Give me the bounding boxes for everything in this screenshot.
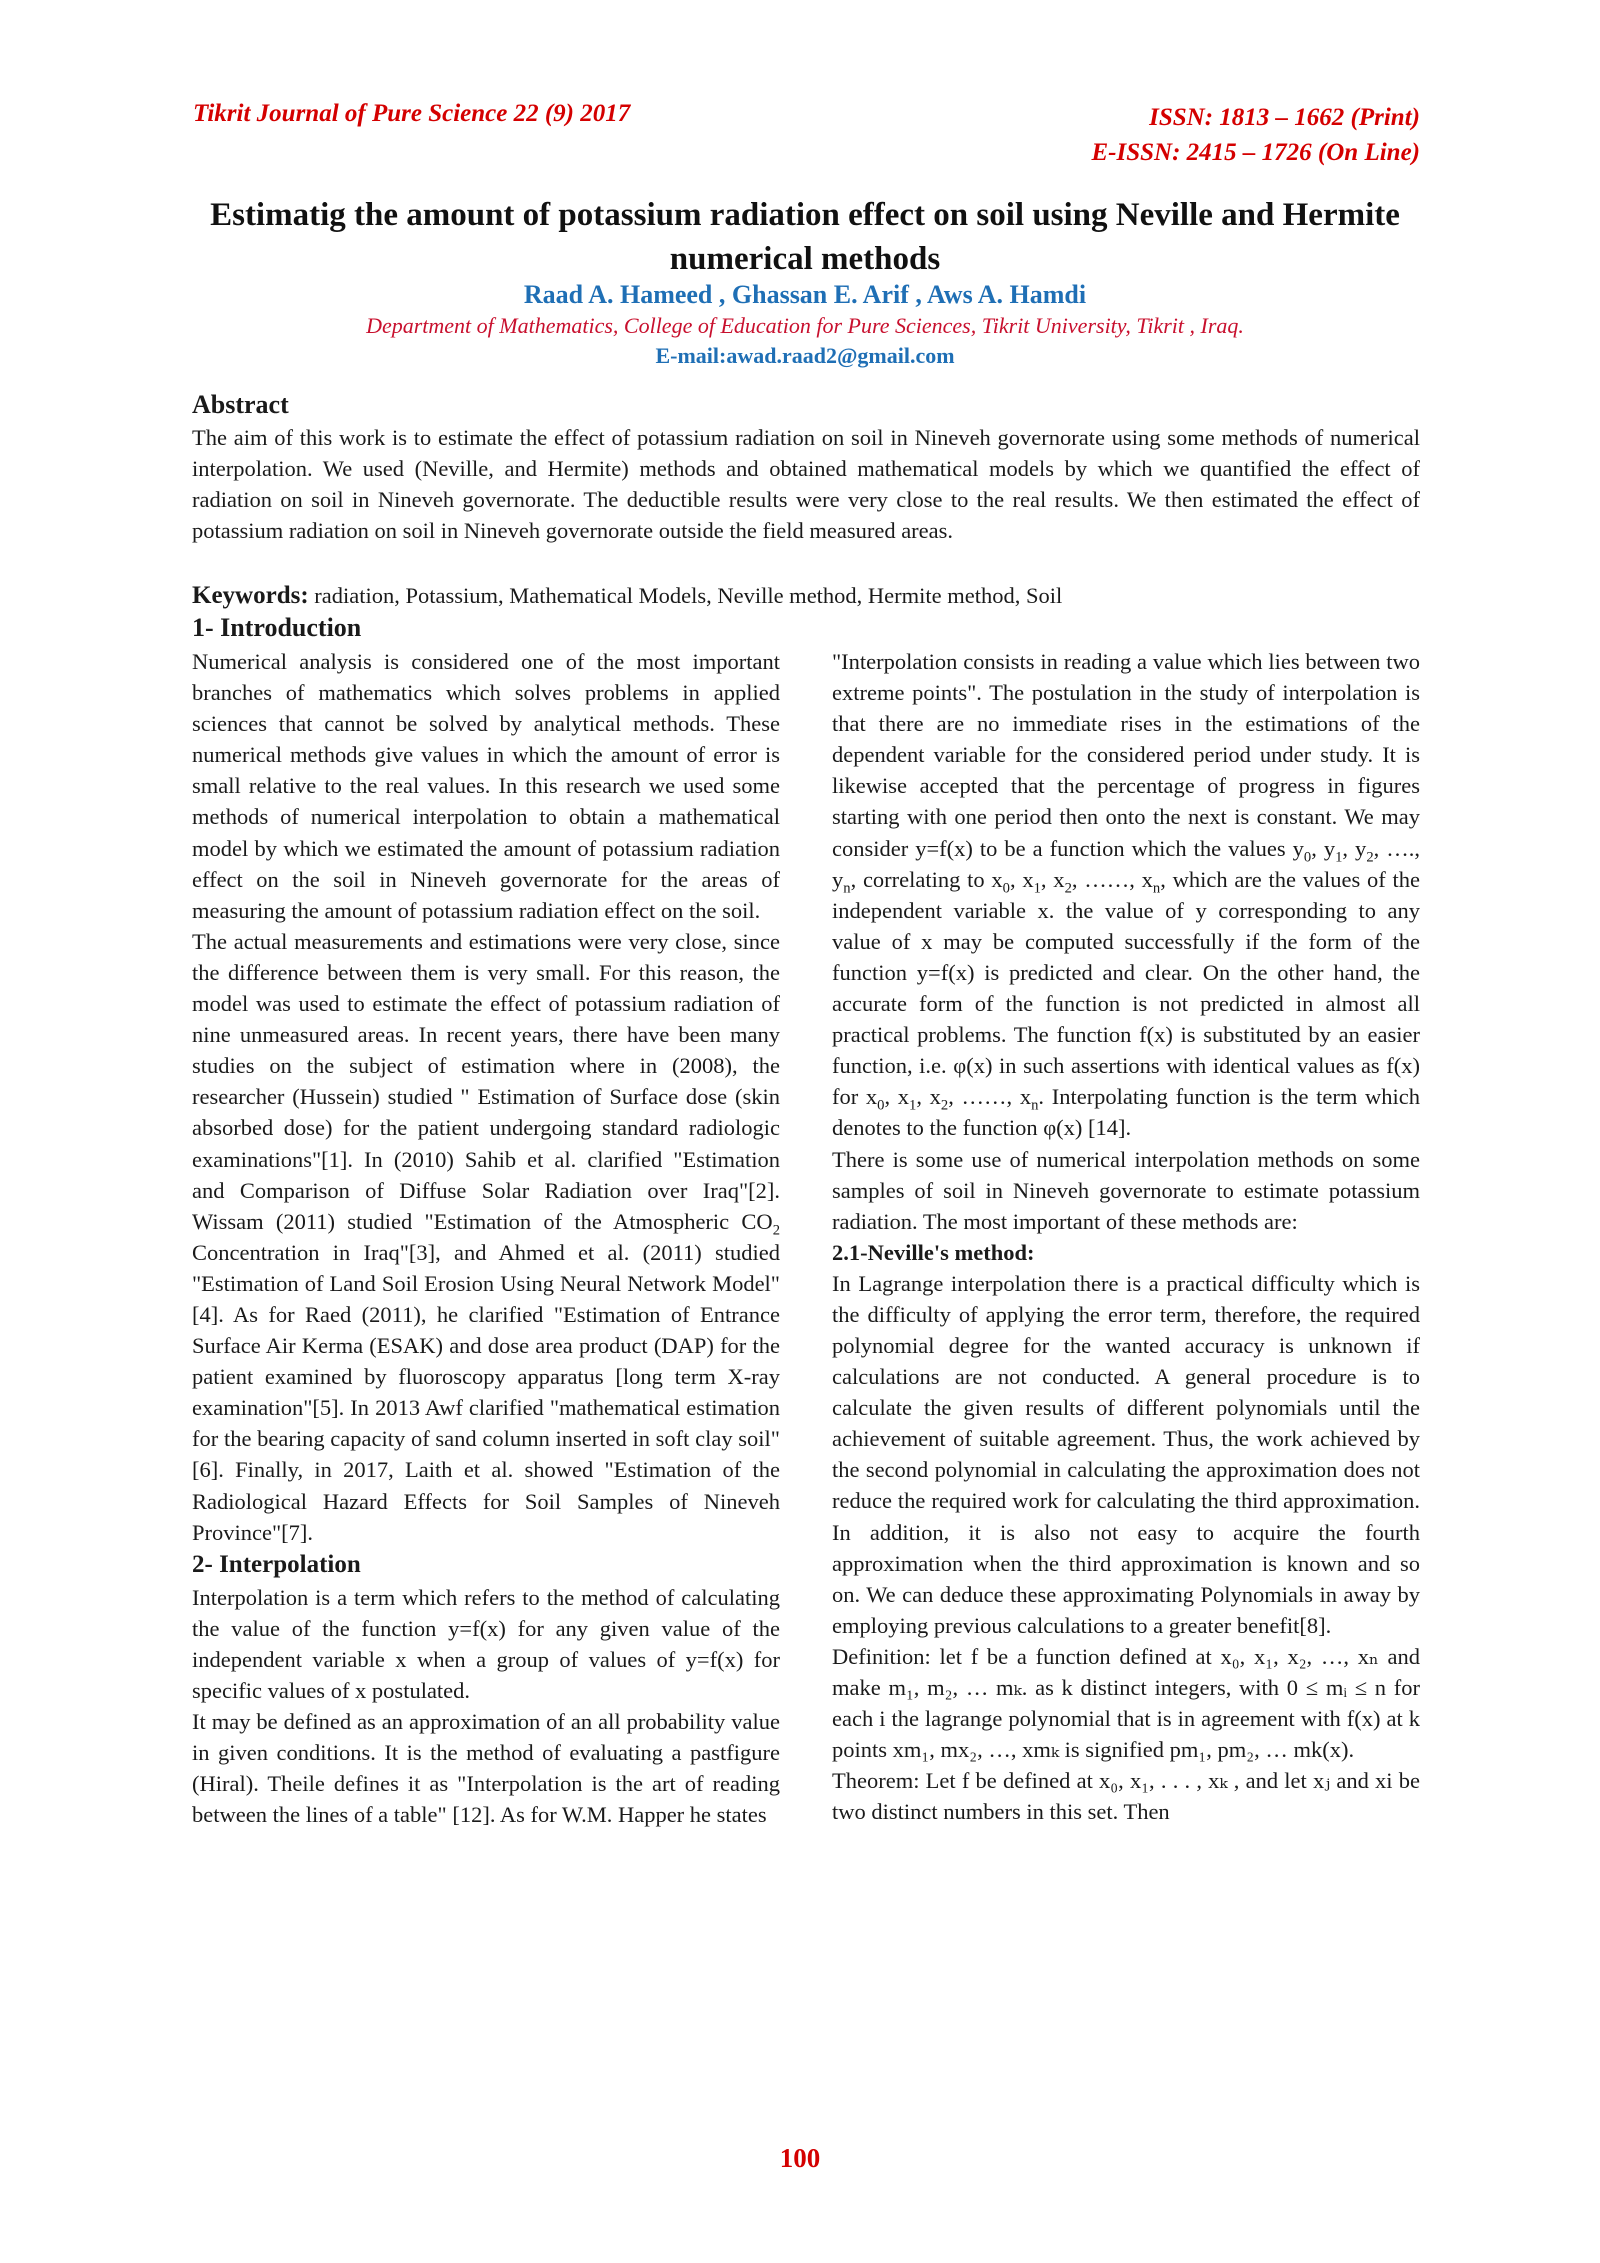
neville-paragraph: In Lagrange interpolation there is a practical difficulty which is the difficulty of applying the error term, therefore, the required polynomial degree for the wanted accuracy is unknown if calculations are not conducted. A general procedure is to calculate the given results of different polynomials until the achievement of suitable agreement. Thus, the work achieved by the second polynomial in calculating the approximation does not reduce the required work for calculating the third approximation. In addition, it is also not easy to acquire the fourth approximation when the third approximation is known and so on. We can deduce these approximating Polynomials in away by employing previous calculations to a greater benefit[8]. <box>832 1270 1420 1638</box>
keywords-list: radiation, Potassium, Mathematical Models, Neville method, Hermite method, Soil <box>308 583 1063 608</box>
issn-print: ISSN: 1813 – 1662 (Print) <box>1149 104 1420 131</box>
rp1-c: , which are the values of the independent variable x. the value of y corresponding to any value of x may be computed successfully if the form of the function y=f(x) is predicted and clear. On the other hand, the accurate form of the function is not predicted in almost all practical problems. The function f(x) is substituted by an easier function, i.e. φ(x) in such assertions with identical values as f(x) for x <box>832 866 1421 1110</box>
right-column <box>832 646 1420 1827</box>
issn-online: E-ISSN: 2415 – 1726 (On Line) <box>1091 139 1420 166</box>
theorem-paragraph: Theorem: Let f be defined at x₀, x₁, . . . , xₖ , and let xⱼ and xi be two distinct numbers in this set. Then <box>832 1768 1420 1825</box>
intro-paragraph-2 <box>192 926 780 1548</box>
sub-0b: 0 <box>1002 880 1010 897</box>
section-heading-neville: 2.1-Neville's method: <box>832 1239 1035 1265</box>
intro-p2-part-b: Concentration in Iraq"[3], and Ahmed et al. (2011) studied "Estimation of Land Soil Erosion Using Neural Network Model"[4]. As for Raed (2011), he clarified "Estimation of Entrance Surface Air Kerma (ESAK) and dose area product (DAP) for the patient examined by fluoroscopy apparatus [long term X-ray examination"[5]. In 2013 Awf clarified "mathematical estimation for the bearing capacity of sand column inserted in soft clay soil"[6]. Finally, in 2017, Laith et al. showed "Estimation of the Radiological Hazard Effects for Soil Samples of Nineveh Province"[7]. <box>192 1239 780 1545</box>
sub-nc: n <box>1031 1097 1039 1114</box>
sub-1b: 1 <box>1033 880 1041 897</box>
affiliation: Department of Mathematics, College of Education for Pure Sciences, Tikrit University, Tikrit , Iraq. <box>366 313 1244 338</box>
interpolation-paragraph-2: It may be defined as an approximation of an all probability value in given conditions. It is the method of evaluating a pastfigure (Hiral). Theile defines it as "Interpolation is the art of reading between the lines of a table" [12]. As for W.M. Happer he states <box>192 1709 780 1828</box>
sub-n: n <box>843 880 851 897</box>
section-heading-interpolation: 2- Interpolation <box>192 1550 361 1578</box>
interpolation-paragraph-4: There is some use of numerical interpolation methods on some samples of soil in Nineveh governorate to estimate potassium radiation. The most important of these methods are: <box>832 1146 1420 1234</box>
sub-2: 2 <box>1366 849 1374 866</box>
rp1-b: , correlating to x <box>850 866 1003 892</box>
author-email: E-mail:awad.raad2@gmail.com <box>655 343 955 368</box>
section-heading-introduction: 1- Introduction <box>192 613 362 642</box>
issn-block <box>1092 100 1421 170</box>
sub-1: 1 <box>1335 849 1343 866</box>
definition-paragraph: Definition: let f be a function defined at x₀, x₁, x₂, …, xₙ and make m₁, m₂, … mₖ. as k distinct integers, with 0 ≤ mᵢ ≤ n for each i the lagrange polynomial that is in agreement with f(x) at k points xm₁, mx₂, …, xmₖ is signified pm₁, pm₂, … mk(x). <box>832 1643 1420 1763</box>
sub-0c: 0 <box>877 1097 885 1114</box>
interpolation-paragraph-1: Interpolation is a term which refers to the method of calculating the value of the function y=f(x) for any given value of the independent variable x when a group of values of y=f(x) for specific values of x postulated. <box>192 1584 780 1703</box>
intro-p2-part-a: The actual measurements and estimations were very close, since the difference between them is very small. For this reason, the model was used to estimate the effect of potassium radiation of nine unmeasured areas. In recent years, there have been many studies on the subject of estimation where in (2008), the researcher (Hussein) studied " Estimation of Surface dose (skin absorbed dose) for the patient undergoing standard radiologic examinations"[1]. In (2010) Sahib et al. clarified "Estimation and Comparison of Diffuse Solar Radiation over Iraq"[2]. Wissam (2011) studied "Estimation of the Atmospheric CO <box>192 928 780 1234</box>
rp1-d: . Interpolating function is the term which denotes to the function φ(x) [14]. <box>832 1084 1421 1141</box>
keywords-label: Keywords: <box>192 582 309 609</box>
abstract-text: The aim of this work is to estimate the effect of potassium radiation on soil in Nineveh governorate using some methods of numerical interpolation. We used (Neville, and Hermite) methods and obtained mathematical models by which we quantified the effect of radiation on soil in Nineveh governorate. The deductible results were very close to the real results. We then estimated the effect of potassium radiation on soil in Nineveh governorate outside the field measured areas. <box>192 425 1420 543</box>
co2-subscript: 2 <box>772 1222 780 1239</box>
sub-0: 0 <box>1303 849 1312 866</box>
rp1-a: "Interpolation consists in reading a value which lies between two extreme points". The postulation in the study of interpolation is that there are no immediate rises in the estimations of the dependent variable for the considered period under study. It is likewise accepted that the percentage of progress in figures starting with one period then onto the next is constant. We may consider y=f(x) to be a function which the values y <box>832 649 1420 861</box>
intro-paragraph-1: Numerical analysis is considered one of the most important branches of mathematics which solves problems in applied sciences that cannot be solved by analytical methods. These numerical methods give values in which the amount of error is small relative to the real values. In this research we used some methods of numerical interpolation to obtain a mathematical model by which we estimated the amount of potassium radiation effect on the soil in Nineveh governorate for the areas of measuring the amount of potassium radiation effect on the soil. <box>192 649 780 923</box>
sub-2b: 2 <box>1064 880 1072 897</box>
paper-title: Estimatig the amount of potassium radiation effect on soil using Neville and Hermite numerical methods <box>210 197 1400 277</box>
sub-nb: n <box>1152 880 1161 897</box>
interpolation-paragraph-3: "Interpolation consists in reading a value which lies between two extreme points". The postulation in the study of interpolation is that there are no immediate rises in the estimations of the dependent variable for the considered period under study. It is likewise accepted that the percentage of progress in figures starting with one period then onto the next is constant. We may consider y=f(x) to be a function which the values $y_0$, $y_1$, $y_2$, …., $y_n$, correlating to $x_0$, $x_1$, $x_2$, ……, $x_n$, which are the values of the independent variable x. the value of y corresponding to any value of x may be computed successfully if the form of the function y=f(x) is predicted and clear. On the other hand, the accurate form of the function is not predicted in almost all practical problems. The function f(x) is substituted by an easier function, i.e. φ(x) in such assertions with identical values as f(x) for $x_0$, $x_1$, $x_2$, ……, $x_n$. Interpolating function is the term which denotes to the function φ(x) [14]. <box>832 649 1421 1141</box>
sub-2c: 2 <box>940 1097 949 1114</box>
sub-1c: 1 <box>909 1097 917 1114</box>
abstract-heading: Abstract <box>192 390 289 419</box>
keywords <box>192 580 1420 611</box>
left-column <box>192 646 780 1830</box>
authors: Raad A. Hameed , Ghassan E. Arif , Aws A. Hamdi <box>523 280 1087 309</box>
page-number: 100 <box>779 2143 821 2173</box>
journal-name: Tikrit Journal of Pure Science 22 (9) 2017 <box>193 100 631 127</box>
